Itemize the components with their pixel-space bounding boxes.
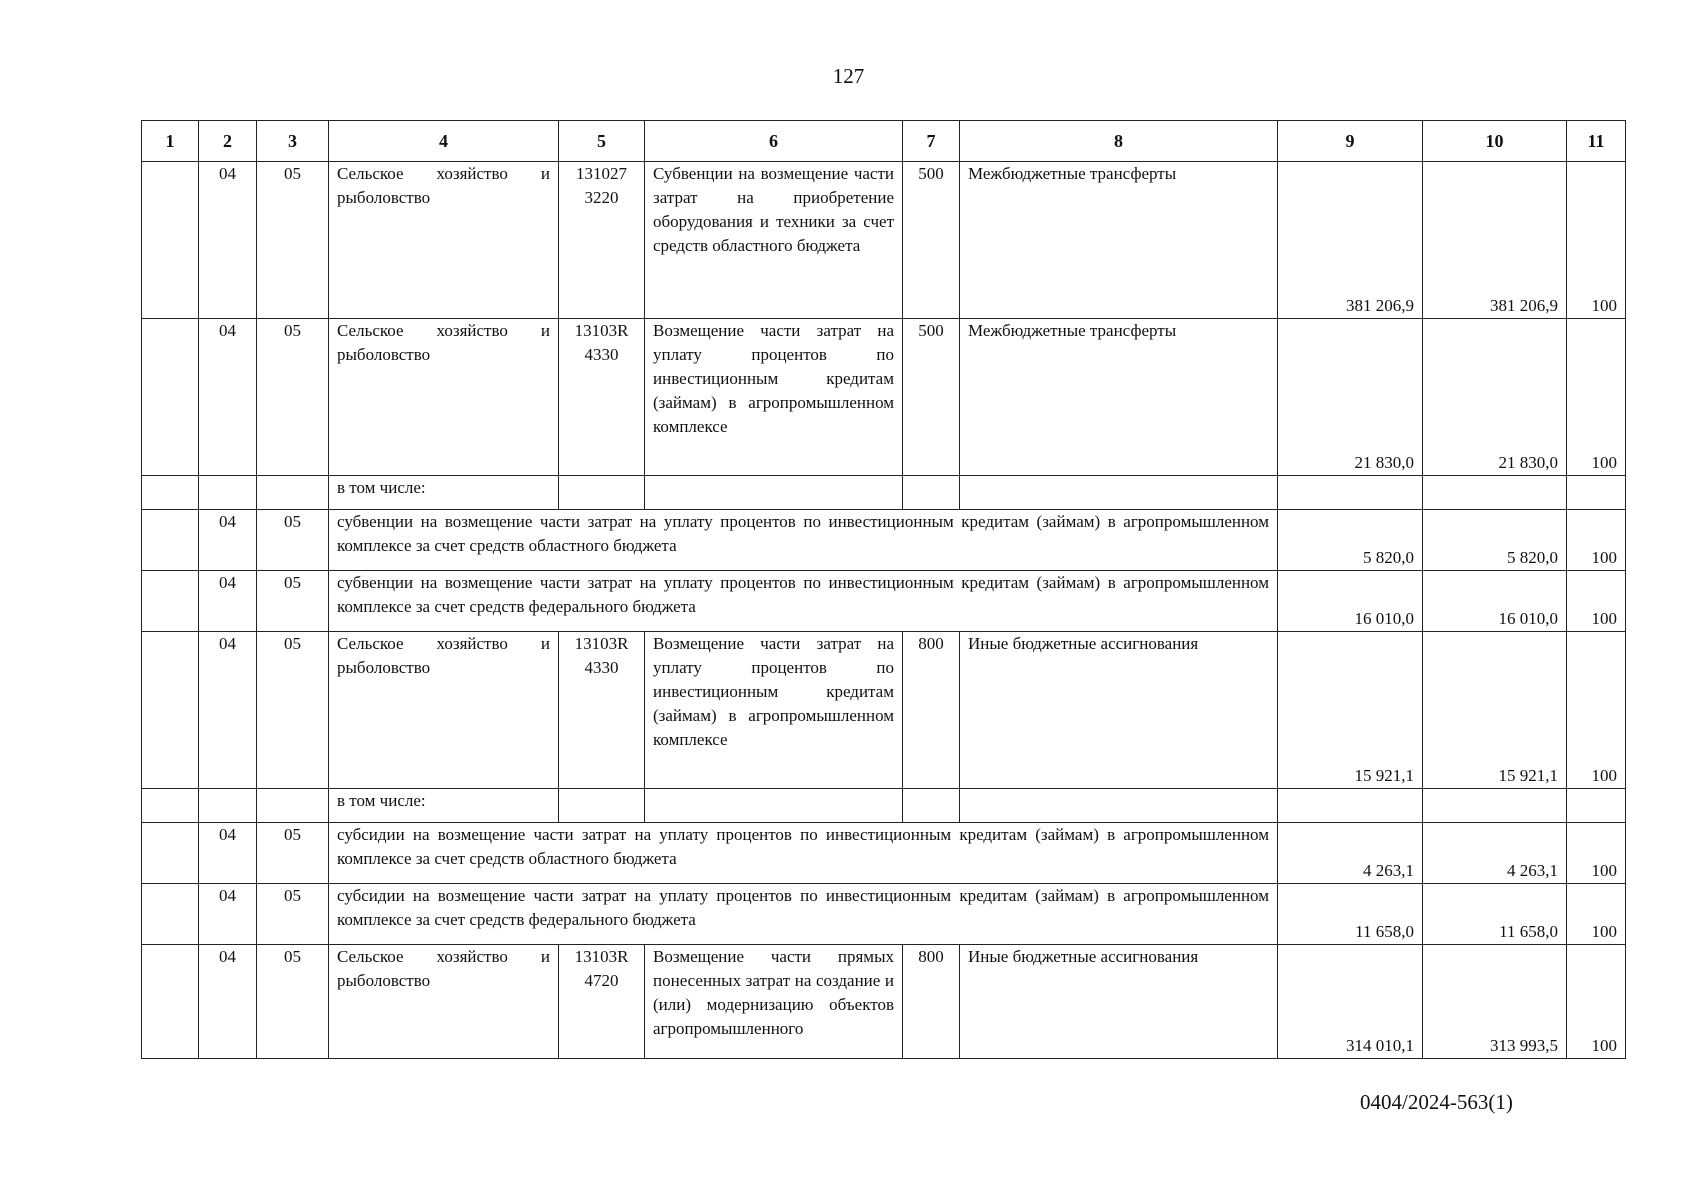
page-number: 127	[832, 64, 865, 88]
cell-including-description: субвенции на возмещение части затрат на уплату процентов по инвестиционным кредитам (займам) в агропромышленном комплексе за счет средств федерального бюджета	[329, 571, 1278, 632]
cell-expense-type: 500	[903, 319, 960, 476]
cell-percent	[1567, 476, 1626, 510]
table-row	[142, 823, 1626, 884]
cell-including-label: в том числе:	[329, 476, 559, 510]
cell-amount-actual: 313 993,5	[1423, 945, 1567, 1059]
header-row	[142, 121, 1626, 162]
cell-amount-actual: 11 658,0	[1423, 884, 1567, 945]
table-row	[142, 571, 1626, 632]
cell-amount-actual	[1423, 476, 1567, 510]
cell-percent: 100	[1567, 632, 1626, 789]
cell-article-name	[645, 789, 903, 823]
cell-amount-actual: 15 921,1	[1423, 632, 1567, 789]
cell-col1	[142, 945, 199, 1059]
cell-subsection: 05	[257, 884, 329, 945]
cell-expense-type-name: Межбюджетные трансферты	[960, 319, 1278, 476]
table-row	[142, 319, 1626, 476]
cell-subsection: 05	[257, 632, 329, 789]
cell-expense-type-name: Межбюджетные трансферты	[960, 162, 1278, 319]
column-header: 8	[960, 121, 1278, 162]
cell-section: 04	[199, 823, 257, 884]
cell-section	[199, 789, 257, 823]
cell-amount-actual	[1423, 789, 1567, 823]
cell-amount-planned: 15 921,1	[1278, 632, 1423, 789]
cell-col1	[142, 632, 199, 789]
cell-col1	[142, 884, 199, 945]
cell-amount-planned: 5 820,0	[1278, 510, 1423, 571]
column-header: 7	[903, 121, 960, 162]
table-row	[142, 632, 1626, 789]
budget-table	[141, 120, 1626, 1059]
table-row	[142, 162, 1626, 319]
cell-amount-planned: 4 263,1	[1278, 823, 1423, 884]
cell-amount-actual: 381 206,9	[1423, 162, 1567, 319]
cell-section-name: Сельское хозяйство и рыболовство	[329, 632, 559, 789]
cell-article-name: Субвенции на возмещение части затрат на приобретение оборудования и техники за счет средств областного бюджета	[645, 162, 903, 319]
cell-section: 04	[199, 945, 257, 1059]
cell-amount-planned	[1278, 476, 1423, 510]
cell-col1	[142, 510, 199, 571]
cell-subsection: 05	[257, 945, 329, 1059]
cell-subsection: 05	[257, 162, 329, 319]
cell-amount-actual: 16 010,0	[1423, 571, 1567, 632]
cell-subsection	[257, 789, 329, 823]
cell-expense-type: 800	[903, 945, 960, 1059]
cell-expense-type	[903, 476, 960, 510]
cell-target-article	[559, 476, 645, 510]
cell-col1	[142, 789, 199, 823]
cell-target-article	[559, 789, 645, 823]
document-code: 0404/2024-563(1)	[1360, 1090, 1513, 1114]
cell-col1	[142, 319, 199, 476]
cell-target-article: 13103R 4330	[559, 319, 645, 476]
cell-section: 04	[199, 571, 257, 632]
cell-subsection: 05	[257, 319, 329, 476]
table-row	[142, 789, 1626, 823]
column-header: 6	[645, 121, 903, 162]
cell-including-description: субсидии на возмещение части затрат на уплату процентов по инвестиционным кредитам (займам) в агропромышленном комплексе за счет средств областного бюджета	[329, 823, 1278, 884]
cell-section: 04	[199, 632, 257, 789]
cell-percent: 100	[1567, 162, 1626, 319]
cell-including-label: в том числе:	[329, 789, 559, 823]
cell-expense-type-name	[960, 789, 1278, 823]
column-header: 2	[199, 121, 257, 162]
cell-col1	[142, 162, 199, 319]
cell-section-name: Сельское хозяйство и рыболовство	[329, 945, 559, 1059]
cell-section: 04	[199, 319, 257, 476]
cell-expense-type-name	[960, 476, 1278, 510]
column-header: 5	[559, 121, 645, 162]
cell-amount-planned: 11 658,0	[1278, 884, 1423, 945]
cell-amount-actual: 21 830,0	[1423, 319, 1567, 476]
table-row	[142, 945, 1626, 1059]
cell-expense-type: 500	[903, 162, 960, 319]
cell-col1	[142, 476, 199, 510]
cell-percent: 100	[1567, 571, 1626, 632]
table-row	[142, 884, 1626, 945]
cell-amount-planned: 314 010,1	[1278, 945, 1423, 1059]
cell-percent: 100	[1567, 510, 1626, 571]
cell-percent: 100	[1567, 823, 1626, 884]
cell-article-name: Возмещение части затрат на уплату процентов по инвестиционным кредитам (займам) в агропромышленном комплексе	[645, 319, 903, 476]
cell-amount-planned: 21 830,0	[1278, 319, 1423, 476]
cell-amount-planned	[1278, 789, 1423, 823]
cell-section-name: Сельское хозяйство и рыболовство	[329, 319, 559, 476]
cell-article-name: Возмещение части затрат на уплату процентов по инвестиционным кредитам (займам) в агропромышленном комплексе	[645, 632, 903, 789]
cell-amount-actual: 5 820,0	[1423, 510, 1567, 571]
cell-percent: 100	[1567, 945, 1626, 1059]
cell-expense-type-name: Иные бюджетные ассигнования	[960, 632, 1278, 789]
cell-subsection: 05	[257, 823, 329, 884]
cell-section: 04	[199, 162, 257, 319]
cell-section: 04	[199, 884, 257, 945]
cell-percent	[1567, 789, 1626, 823]
column-header: 9	[1278, 121, 1423, 162]
cell-including-description: субсидии на возмещение части затрат на уплату процентов по инвестиционным кредитам (займам) в агропромышленном комплексе за счет средств федерального бюджета	[329, 884, 1278, 945]
cell-percent: 100	[1567, 319, 1626, 476]
column-header: 4	[329, 121, 559, 162]
cell-expense-type	[903, 789, 960, 823]
cell-subsection: 05	[257, 510, 329, 571]
cell-amount-planned: 16 010,0	[1278, 571, 1423, 632]
cell-article-name	[645, 476, 903, 510]
cell-col1	[142, 571, 199, 632]
column-header: 3	[257, 121, 329, 162]
cell-amount-planned: 381 206,9	[1278, 162, 1423, 319]
cell-expense-type: 800	[903, 632, 960, 789]
table-row	[142, 476, 1626, 510]
column-header: 1	[142, 121, 199, 162]
table-row	[142, 510, 1626, 571]
column-header: 10	[1423, 121, 1567, 162]
cell-target-article: 131027 3220	[559, 162, 645, 319]
cell-section	[199, 476, 257, 510]
cell-percent: 100	[1567, 884, 1626, 945]
cell-section: 04	[199, 510, 257, 571]
cell-article-name: Возмещение части прямых понесенных затрат на создание и (или) модернизацию объектов агропромышленного	[645, 945, 903, 1059]
cell-including-description: субвенции на возмещение части затрат на уплату процентов по инвестиционным кредитам (займам) в агропромышленном комплексе за счет средств областного бюджета	[329, 510, 1278, 571]
cell-amount-actual: 4 263,1	[1423, 823, 1567, 884]
cell-subsection	[257, 476, 329, 510]
cell-subsection: 05	[257, 571, 329, 632]
cell-target-article: 13103R 4720	[559, 945, 645, 1059]
cell-target-article: 13103R 4330	[559, 632, 645, 789]
cell-section-name: Сельское хозяйство и рыболовство	[329, 162, 559, 319]
column-header: 11	[1567, 121, 1626, 162]
cell-col1	[142, 823, 199, 884]
cell-expense-type-name: Иные бюджетные ассигнования	[960, 945, 1278, 1059]
